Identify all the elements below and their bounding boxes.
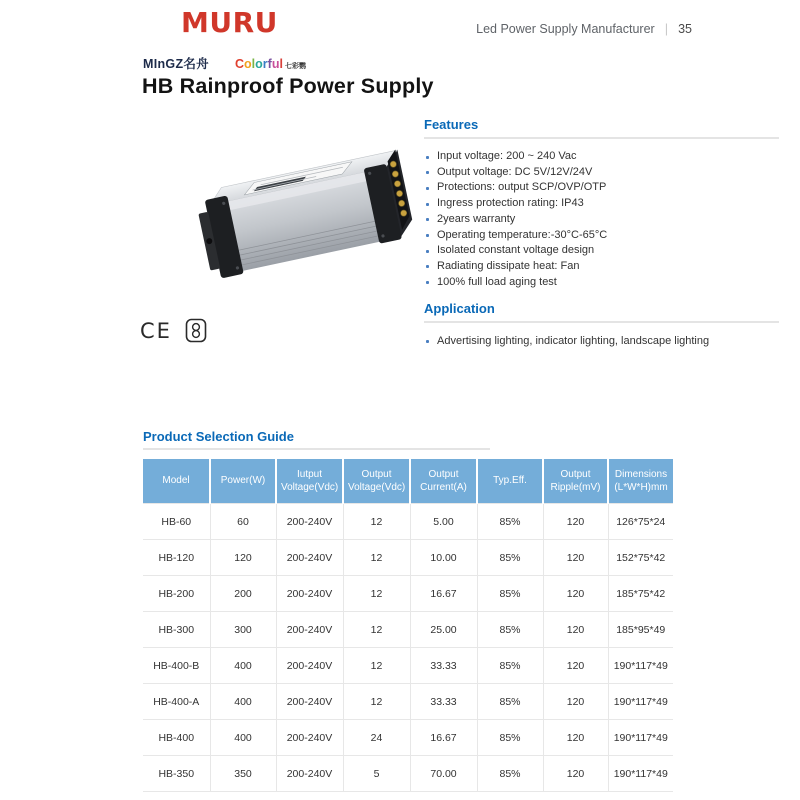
table-cell: 85% — [477, 756, 543, 792]
colorful-letter: l — [251, 57, 256, 71]
table-cell: 5 — [343, 756, 410, 792]
bullet-item: Operating temperature:-30°C-65°C — [424, 228, 779, 244]
colorful-letter: C — [234, 57, 245, 71]
table-cell: HB-200 — [143, 576, 210, 612]
table-cell: HB-120 — [143, 540, 210, 576]
features-list — [424, 149, 779, 290]
product-photo — [166, 126, 424, 308]
table-cell: 85% — [477, 648, 543, 684]
table-cell: 12 — [343, 684, 410, 720]
table-header-row — [143, 459, 673, 504]
double-loop-certification-icon — [185, 318, 207, 343]
table-cell: HB-60 — [143, 504, 210, 540]
bullet-item: Radiating dissipate heat: Fan — [424, 259, 779, 275]
table-cell: 12 — [343, 612, 410, 648]
column-header: Output Voltage(Vdc) — [343, 459, 410, 504]
features-section — [424, 117, 779, 290]
table-cell: 126*75*24 — [608, 504, 673, 540]
bullet-item: Output voltage: DC 5V/12V/24V — [424, 165, 779, 181]
table-cell: 190*117*49 — [608, 648, 673, 684]
table-cell: 12 — [343, 504, 410, 540]
application-heading: Application — [424, 301, 495, 316]
table-cell: 350 — [210, 756, 276, 792]
column-header: Power(W) — [210, 459, 276, 504]
certification-row — [140, 318, 207, 343]
table-cell: 200-240V — [276, 648, 343, 684]
brand-colorful — [235, 57, 306, 71]
table-cell: 12 — [343, 540, 410, 576]
header-tagline: Led Power Supply Manufacturer — [476, 21, 655, 36]
table-cell: 60 — [210, 504, 276, 540]
table-cell: 120 — [543, 540, 608, 576]
column-header: Output Ripple(mV) — [543, 459, 608, 504]
table-cell: 33.33 — [410, 684, 477, 720]
table-cell: 85% — [477, 612, 543, 648]
table-cell: 152*75*42 — [608, 540, 673, 576]
table-cell: 16.67 — [410, 576, 477, 612]
table-cell: 400 — [210, 684, 276, 720]
table-cell: 200-240V — [276, 756, 343, 792]
table-cell: 120 — [543, 720, 608, 756]
colorful-letter: l — [279, 57, 283, 71]
table-cell: 200-240V — [276, 504, 343, 540]
table-cell: 12 — [343, 576, 410, 612]
selection-guide-heading: Product Selection Guide — [143, 429, 294, 444]
page-header — [476, 21, 692, 36]
colorful-letter: o — [244, 57, 252, 71]
table-cell: 33.33 — [410, 648, 477, 684]
column-header: Iutput Voltage(Vdc) — [276, 459, 343, 504]
table-cell: 70.00 — [410, 756, 477, 792]
brand-mingz: MInGZ名舟 — [143, 57, 209, 71]
table-cell: 185*95*49 — [608, 612, 673, 648]
table-cell: 190*117*49 — [608, 756, 673, 792]
table-cell: 200-240V — [276, 612, 343, 648]
bullet-item: Isolated constant voltage design — [424, 243, 779, 259]
table-cell: 200-240V — [276, 540, 343, 576]
bullet-item: Input voltage: 200 ~ 240 Vac — [424, 149, 779, 165]
table-cell: 200-240V — [276, 684, 343, 720]
colorful-suffix: 七彩鹦 — [284, 63, 306, 70]
table-cell: 85% — [477, 576, 543, 612]
bullet-item: 2years warranty — [424, 212, 779, 228]
table-cell: 10.00 — [410, 540, 477, 576]
table-cell: 120 — [543, 648, 608, 684]
table-cell: 12 — [343, 648, 410, 684]
table-row — [143, 720, 673, 756]
colorful-letter: o — [255, 57, 263, 71]
table-row — [143, 756, 673, 792]
product-selection-table — [143, 459, 673, 792]
table-cell: 5.00 — [410, 504, 477, 540]
application-section — [424, 301, 779, 350]
table-cell: 85% — [477, 684, 543, 720]
table-cell: 85% — [477, 720, 543, 756]
table-cell: HB-400-B — [143, 648, 210, 684]
table-cell: 120 — [210, 540, 276, 576]
table-cell: 16.67 — [410, 720, 477, 756]
table-cell: 200 — [210, 576, 276, 612]
table-cell: HB-400-A — [143, 684, 210, 720]
application-list — [424, 333, 779, 350]
bullet-item: Protections: output SCP/OVP/OTP — [424, 180, 779, 196]
table-row — [143, 684, 673, 720]
table-cell: HB-300 — [143, 612, 210, 648]
table-cell: 400 — [210, 720, 276, 756]
table-cell: 85% — [477, 504, 543, 540]
table-cell: 190*117*49 — [608, 684, 673, 720]
features-heading: Features — [424, 117, 479, 132]
table-row — [143, 576, 673, 612]
column-header: Dimensions (L*W*H)mm — [608, 459, 673, 504]
company-logo: MURU — [181, 6, 278, 39]
table-cell: 120 — [543, 504, 608, 540]
table-cell: 400 — [210, 648, 276, 684]
table-cell: 185*75*42 — [608, 576, 673, 612]
table-cell: 200-240V — [276, 720, 343, 756]
table-cell: 25.00 — [410, 612, 477, 648]
table-row — [143, 504, 673, 540]
section-underline — [424, 137, 779, 139]
section-underline — [424, 321, 779, 323]
table-row — [143, 612, 673, 648]
table-cell: 24 — [343, 720, 410, 756]
column-header: Output Current(A) — [410, 459, 477, 504]
colorful-wordmark — [235, 57, 283, 71]
bullet-item: Ingress protection rating: IP43 — [424, 196, 779, 212]
page-title: HB Rainproof Power Supply — [142, 74, 434, 98]
table-cell: HB-400 — [143, 720, 210, 756]
column-header: Typ.Eff. — [477, 459, 543, 504]
header-divider: | — [664, 21, 669, 36]
table-cell: 85% — [477, 540, 543, 576]
table-cell: 190*117*49 — [608, 720, 673, 756]
table-cell: 120 — [543, 756, 608, 792]
table-cell: 200-240V — [276, 576, 343, 612]
colorful-letter: u — [271, 57, 280, 71]
column-header: Model — [143, 459, 210, 504]
bullet-item: 100% full load aging test — [424, 275, 779, 291]
table-cell: 120 — [543, 684, 608, 720]
ce-mark-icon: CE — [140, 318, 172, 343]
page-number: 35 — [678, 21, 692, 36]
colorful-letter: f — [267, 57, 272, 71]
table-row — [143, 540, 673, 576]
colorful-letter: r — [262, 57, 268, 71]
table-row — [143, 648, 673, 684]
table-cell: 300 — [210, 612, 276, 648]
brand-row — [143, 54, 306, 72]
section-underline — [143, 448, 490, 450]
table-cell: 120 — [543, 612, 608, 648]
table-cell: HB-350 — [143, 756, 210, 792]
bullet-item: Advertising lighting, indicator lighting, landscape lighting — [424, 333, 759, 350]
table-cell: 120 — [543, 576, 608, 612]
